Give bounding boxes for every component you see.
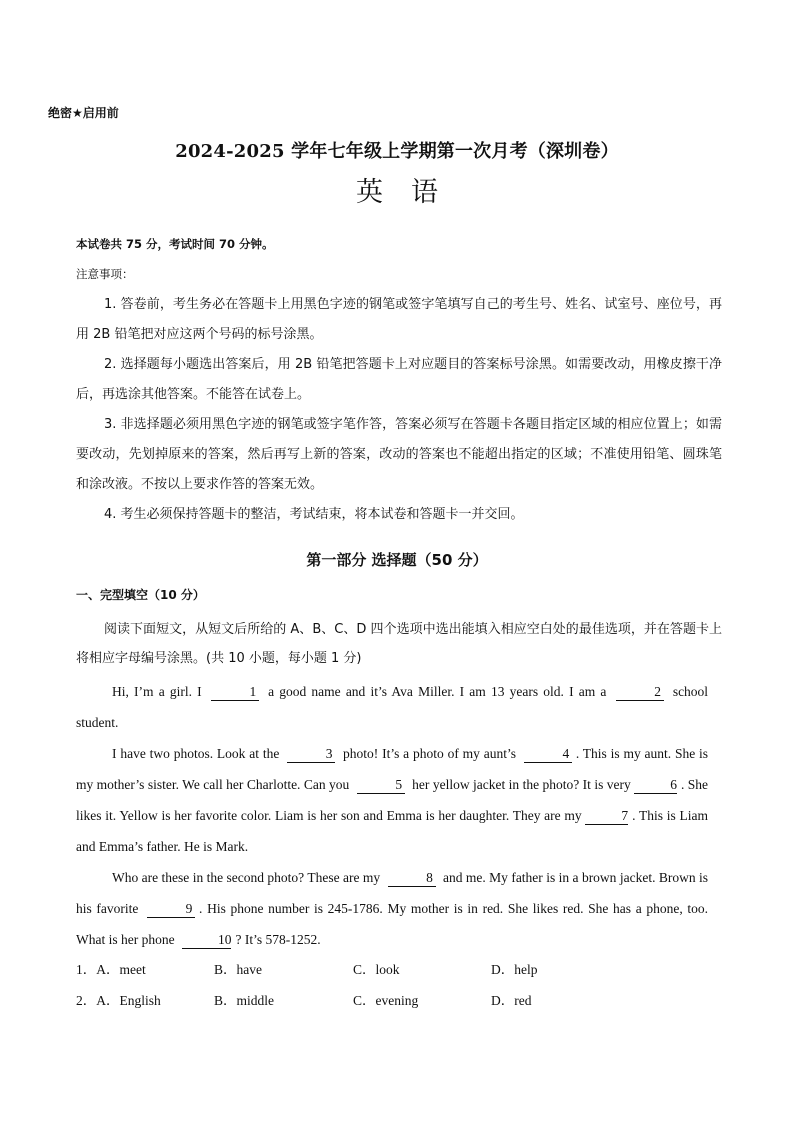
- passage-text: . This is Liam and Emma’s father. He is Mark.: [76, 808, 708, 854]
- passage-text: her yellow jacket in the photo? It is very: [412, 777, 631, 792]
- passage-paragraph-1: [76, 676, 708, 738]
- passage-text: school student.: [76, 684, 709, 730]
- passage-text: Hi, I’m a girl. I: [112, 684, 202, 699]
- option-b: B．have: [214, 962, 262, 977]
- blank-6: 6: [634, 777, 677, 794]
- question-row: [76, 989, 722, 1020]
- cloze-passage: [76, 676, 708, 955]
- option-c: C．look: [353, 962, 400, 977]
- option-d: D．red: [491, 993, 532, 1008]
- option-a: 1．A．meet: [76, 962, 146, 977]
- blank-9: 9: [147, 901, 195, 918]
- section-title: 一、完型填空（10 分）: [76, 588, 205, 602]
- passage-text: photo! It’s a photo of my aunt’s: [343, 746, 516, 761]
- passage-text: . She likes it. Yellow is her favorite color. Liam is her son and Emma is her daughter. They are my: [76, 777, 709, 823]
- notice-label: 注意事项：: [76, 267, 134, 281]
- exam-title: 2024-2025 学年七年级上学期第一次月考（深圳卷）: [175, 141, 619, 162]
- notice-rules: [76, 290, 722, 530]
- blank-3: 3: [287, 746, 335, 763]
- section-instructions: 阅读下面短文，从短文后所给的 A、B、C、D 四个选项中选出能填入相应空白处的最佳选项，并在答题卡上将相应字母编号涂黑。(共 10 小题，每小题 1 分): [76, 622, 722, 666]
- passage-paragraph-3: [76, 862, 708, 955]
- option-c: C．evening: [353, 993, 419, 1008]
- blank-7: 7: [585, 808, 628, 825]
- rule-item: 3. 非选择题必须用黑色字迹的钢笔或签字笔作答，答案必须写在答题卡各题目指定区域的相应位置上；如需要改动，先划掉原来的答案，然后再写上新的答案，改动的答案也不能超出指定的区域；不准使用铅笔、圆珠笔和涂改液。不按以上要求作答的答案无效。: [76, 417, 722, 492]
- passage-text: . His phone number is 245-1786. My mother is in red. She likes red. She has a phone, too. What is her phone: [76, 901, 709, 947]
- blank-5: 5: [357, 777, 405, 794]
- rule-item: 2. 选择题每小题选出答案后，用 2B 铅笔把答题卡上对应题目的答案标号涂黑。如需要改动，用橡皮擦干净后，再选涂其他答案。不能答在试卷上。: [76, 357, 722, 402]
- rule-item: 1. 答卷前，考生务必在答题卡上用黑色字迹的钢笔或签字笔填写自己的考生号、姓名、试室号、座位号，再用 2B 铅笔把对应这两个号码的标号涂黑。: [76, 297, 722, 342]
- passage-text: . This is my aunt. She is my mother’s sister. We call her Charlotte. Can you: [76, 746, 709, 792]
- question-row: [76, 958, 722, 989]
- option-b: B．middle: [214, 993, 274, 1008]
- classification-label: 绝密★启用前: [48, 106, 119, 120]
- passage-text: I have two photos. Look at the: [112, 746, 280, 761]
- part-one-title: 第一部分 选择题（50 分）: [306, 551, 488, 569]
- passage-text: Who are these in the second photo? These are my: [112, 870, 381, 885]
- blank-2: 2: [616, 684, 664, 701]
- passage-text: ? It’s 578-1252.: [235, 932, 321, 947]
- passage-paragraph-2: [76, 738, 708, 862]
- subject-title: 英语: [356, 177, 466, 208]
- blank-10: 10: [182, 932, 232, 949]
- answer-options: [76, 958, 722, 1020]
- rule-item: 4. 考生必须保持答题卡的整洁，考试结束，将本试卷和答题卡一并交回。: [104, 507, 524, 522]
- option-a: 2．A．English: [76, 993, 161, 1008]
- blank-8: 8: [388, 870, 436, 887]
- passage-text: a good name and it’s Ava Miller. I am 13 years old. I am a: [268, 684, 607, 699]
- blank-1: 1: [211, 684, 259, 701]
- passage-text: and me. My father is in a brown jacket. Brown is his favorite: [76, 870, 709, 916]
- option-d: D．help: [491, 962, 538, 977]
- score-line: 本试卷共 75 分，考试时间 70 分钟。: [76, 237, 274, 251]
- blank-4: 4: [524, 746, 572, 763]
